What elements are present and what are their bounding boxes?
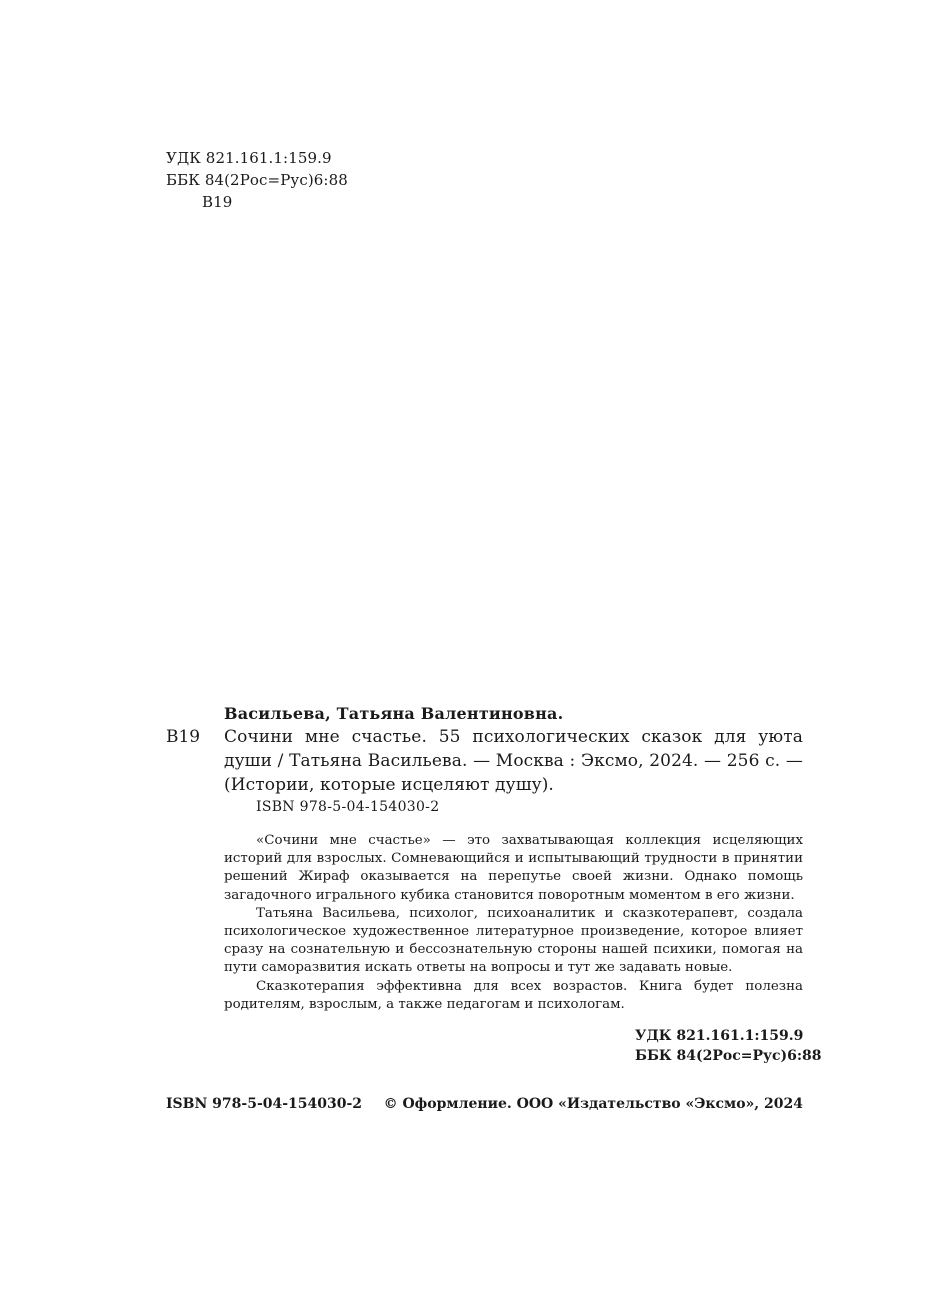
- footer-bbk-code: ББК 84(2Рос=Рус)6:88: [635, 1048, 822, 1064]
- copyright-notice: © Оформление. ООО «Издательство «Эксмо», 2024: [383, 1096, 803, 1112]
- card-author: Васильева, Татьяна Валентиновна.: [224, 704, 564, 723]
- author-mark: В19: [202, 193, 233, 211]
- annotation: [224, 832, 803, 1014]
- footer-isbn: ISBN 978-5-04-154030-2: [166, 1096, 363, 1112]
- header-classification-codes: [166, 147, 348, 213]
- footer-udk-code: УДК 821.161.1:159.9: [635, 1028, 804, 1044]
- card-author-mark: В19: [166, 727, 201, 747]
- bbk-code: ББК 84(2Рос=Рус)6:88: [166, 171, 348, 189]
- udk-code: УДК 821.161.1:159.9: [166, 149, 332, 167]
- annotation-paragraph: Сказкотерапия эффективна для всех возрастов. Книга будет полезна родителям, взрослым, а также педагогам и психологам.: [224, 978, 803, 1012]
- footer-classification-codes: [635, 1026, 822, 1066]
- card-isbn: ISBN 978-5-04-154030-2: [256, 799, 440, 815]
- annotation-paragraph: Татьяна Васильева, психолог, психоаналитик и сказкотерапевт, создала психологическое художественное литературное произведение, которое влияет сразу на сознательную и бессознательную стороны нашей психики, помогая на пути саморазвития искать ответы на вопросы и тут же задавать новые.: [224, 905, 803, 976]
- annotation-paragraph: «Сочини мне счастье» — это захватывающая коллекция исцеляющих историй для взрослых. Сомневающийся и испытывающий трудности в принятии решений Жираф оказывается на перепутье своей жизни. Однако помощь загадочного игрального кубика становится поворотным моментом в его жизни.: [224, 833, 803, 903]
- bibliographic-description: Сочини мне счастье. 55 психологических сказок для уюта души / Татьяна Васильева. — Москва : Эксмо, 2024. — 256 с. — (Истории, которые исцеляют душу).: [224, 727, 803, 795]
